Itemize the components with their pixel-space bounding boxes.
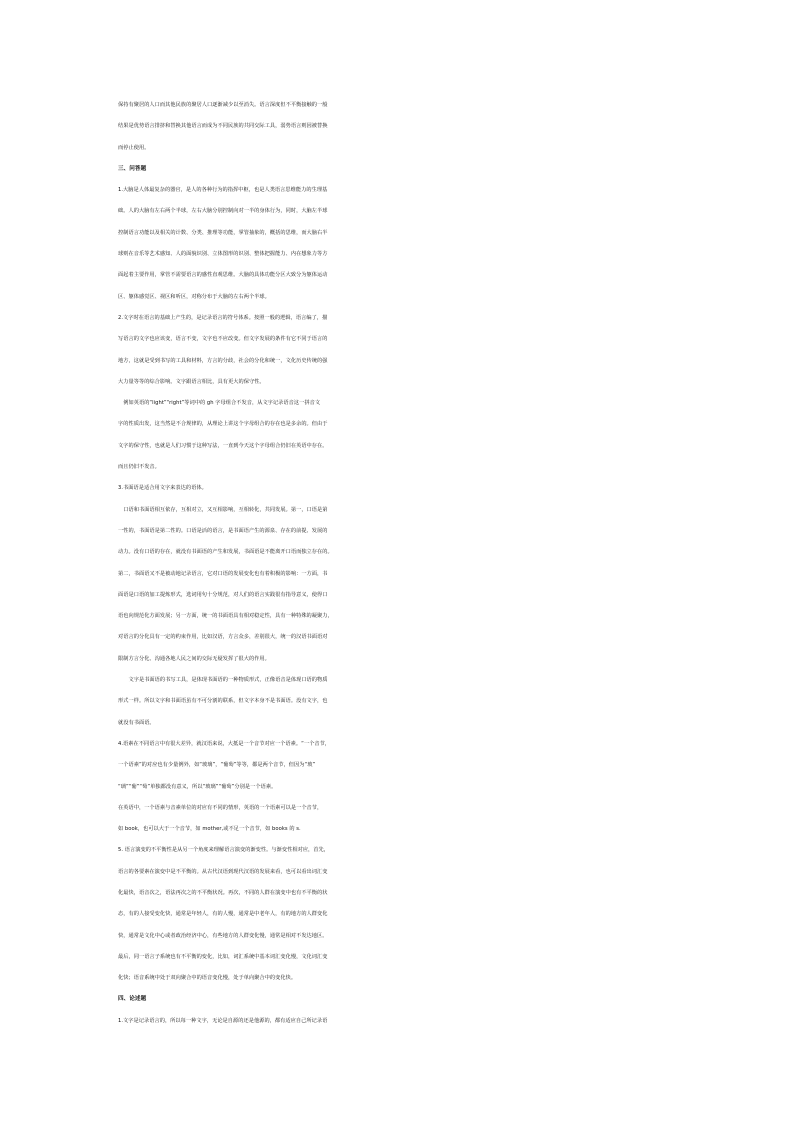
- text-line: 例如英语的“light”“right”等词中的 gh 字母组合不发音，从文字记录语音这一拼音文: [118, 400, 321, 407]
- text-line: 5. 语言演变的不平衡性是从另一个角度来理解语言演变的渐变性。与渐变性相对应，首先，: [118, 847, 330, 854]
- text-line: 就没有书面语。: [118, 719, 155, 726]
- text-line: 写语言的文字也应该变，语言不变，文字也不应改变。但文字发展的条件有它不同于语言的: [118, 336, 328, 343]
- text-line: 一性的，书面语是第二性的。口语是活的语言，是书面语产生的源泉、存在的前提、发展的: [118, 527, 328, 534]
- text-line: 最后，同一语言子系统也有不平衡的变化，比如，词汇系统中基本词汇变化慢，文化词汇变: [118, 953, 328, 960]
- text-line: 语也向规范化方面发展；另一方面，统一的书面语具有相对稳定性，具有一种特殊的凝聚力，: [118, 613, 333, 620]
- text-line: 础。人的大脑有左右两个半球，左右大脑分别控制向对一半的身体行为，同时，大脑左半球: [118, 208, 328, 215]
- text-line: 大力量等等的综合影响。文字跟语言相比，具有更大的保守性。: [118, 378, 265, 385]
- text-line: 在英语中，一个语素与音素单位的对应有不同的情形，英语的一个语素可以是一个音节，: [118, 804, 323, 811]
- text-line: 动力。没有口语的存在，就没有书面语的产生和发展，书面语是不能离开口语而独立存在的。: [118, 549, 333, 556]
- text-line: 态，有的人接受变化快，通常是年轻人，有的人慢，通常是中老年人，有的地方的人群变化: [118, 911, 328, 918]
- text-line: 4.语素在不同语言中有很大差异，就汉语来说，大抵是一个音节对应一个语素。“一个音节，: [118, 740, 331, 747]
- document-page: [118, 95, 688, 1032]
- text-line: 结果是优势语言排挤和替换其他语言而成为不同民族的共同交际工具，弱势语言则因被替换: [118, 123, 328, 130]
- text-line: 对语言的分化具有一定的约束作用，比如汉语，方言众多，差别很大，统一的汉语书面语对: [118, 634, 328, 641]
- text-line: 第二，书面语又不是被动地记录语言，它对口语的发展变化也有着积极的影响：一方面，书: [118, 570, 328, 577]
- text-line: 如 book，也可以大于一个音节，如 mother,或不足一个音节，如 books 的 s.: [118, 826, 301, 833]
- text-line: 语言的各要素在演变中是不平衡的。从古代汉语到现代汉语的发展来看，也可以看出词汇变: [118, 868, 328, 875]
- text-line: 口语和书面语相互依存，互相对立，又互相影响，互相转化，共同发展。第一，口语是第: [118, 506, 328, 513]
- text-line: 文字是书面语的书写工具，是体现书面语的一种物质形式，正像语音是体现口语的物质: [118, 677, 328, 684]
- text-line: 一个语素”的对应也有少量例外，如“玻璃”，“葡萄”等等，都是两个音节，但因为“玻”: [118, 762, 316, 769]
- text-line: 面语是口语的加工提炼形式，选词用句十分规范，对人们的语言实践很有指导意义，使得口: [118, 591, 328, 598]
- text-line: 快，通常是文化中心或者政治经济中心，有些地方的人群变化慢，通常是相对不发达地区。: [118, 932, 328, 939]
- text-line: 而停止使用。: [118, 144, 150, 151]
- text-line: 面起着主要作用，掌管不需要语言的感性直观思维。大脑的具体功能分区大致分为躯体运动: [118, 272, 328, 279]
- text-line: 限制方言分化、沟通各地人民之间的交际无疑发挥了很大的作用。: [118, 655, 270, 662]
- text-line: 化快；语音系统中处于双向聚合中的语音变化慢，处于单向聚合中的变化快。: [118, 975, 297, 982]
- text-line: 而且仍旧不发音。: [118, 464, 160, 471]
- section-heading: 四、论述题: [118, 996, 147, 1003]
- text-line: 3.书面语是适合用文字来表达的语体。: [118, 485, 207, 492]
- text-line: 文字的保守性，也就是人们习惯于这种写法，一直到今天这个字母组合仍旧在英语中存在。: [118, 442, 328, 449]
- text-line: 2.文字时在语言的基础上产生的，是记录语言的符号体系。按照一般的逻辑，语言编了，描: [118, 314, 328, 321]
- text-line: 球则在音乐等艺术感知、人的面貌识别、立体图形的识别、整体把握能力、内在想象力等方: [118, 251, 328, 258]
- text-line: “璃”“葡”“萄”单独都没有意义，所以“玻璃”“葡萄”分别是一个语素。: [118, 783, 277, 790]
- text-line: 1.文字是记录语言的，所以每一种文字，无论是自源的还是他源的，都有适应自己所记录语: [118, 1017, 328, 1024]
- text-line: 控制语言功能以及相关的计数、分类、推理等功能，掌管抽象的，概括的思维，而大脑右半: [118, 229, 328, 236]
- text-line: 保持有聚居的人口而其他民族的聚居人口逐渐减少以至消失。语言深度但不平衡接触的一般: [118, 102, 328, 108]
- text-line: 区、躯体感觉区、视区和听区，对称分布于大脑的左右两个半球。: [118, 293, 270, 300]
- text-line: 1.大脑是人体最复杂的器官，是人的各种行为的指挥中枢，也是人类语言思维能力的生理基: [118, 187, 328, 194]
- text-line: 地方，这就是受到书写的工具和材料，方言的分歧，社会的分化和统一，文化历史传统的强: [118, 357, 328, 364]
- text-line: 化最快，语音次之，语法再次之的不平衡状况。再次，不同的人群在演变中也有不平衡的状: [118, 889, 328, 896]
- text-line: 形式一样。所以文字和书面语虽有不可分割的联系，但文字本身不是书面语。没有文字，也: [118, 698, 328, 705]
- text-line: 字的性质出发，这当然是不合规律的，从理论上讲这个字母组合的存在也是多余的。但由于: [118, 421, 328, 428]
- section-heading: 三、问答题: [118, 165, 147, 172]
